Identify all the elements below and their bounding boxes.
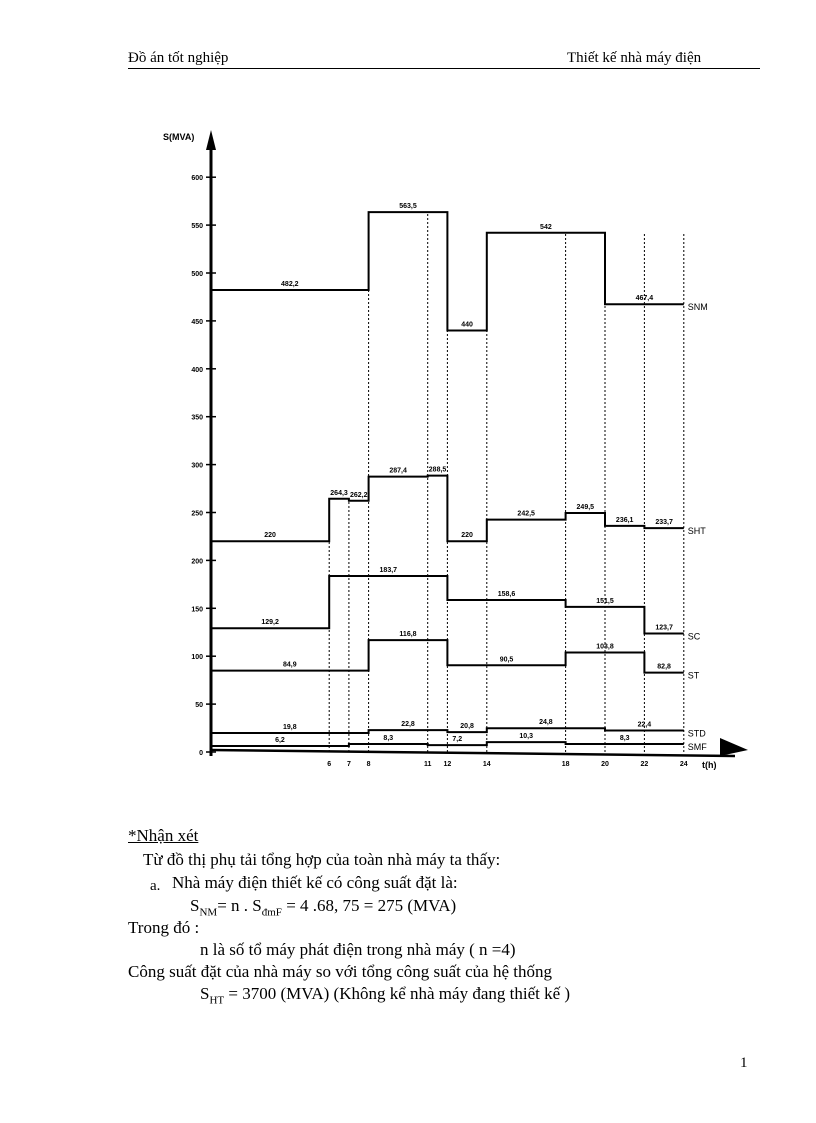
data-label: 264,3 — [330, 489, 348, 497]
y-tick-label: 550 — [191, 223, 203, 231]
data-label: 8,3 — [619, 735, 630, 743]
y-axis-arrow — [206, 130, 216, 150]
data-label: 220 — [461, 532, 473, 540]
header-left: Đồ án tốt nghiệp — [128, 50, 229, 66]
series-label: STD — [687, 728, 706, 739]
y-axis-label: S(MVA) — [163, 132, 195, 142]
y-tick-label: 150 — [191, 606, 203, 614]
data-label: 22,8 — [401, 721, 415, 729]
series-label: ST — [687, 670, 700, 681]
series-line-sht — [211, 476, 684, 542]
x-axis — [211, 750, 735, 756]
data-label: 233,7 — [655, 519, 673, 527]
series-label: SC — [687, 631, 701, 642]
data-label: 123,7 — [655, 624, 673, 632]
data-label: 158,6 — [497, 591, 516, 599]
trong-do: Trong đó : — [128, 918, 200, 937]
x-tick-label: 8 — [366, 761, 371, 768]
data-label: 183,7 — [379, 567, 398, 575]
data-label: 7,2 — [452, 736, 463, 744]
data-label: 82,8 — [657, 663, 671, 671]
data-label: 467,4 — [635, 295, 654, 303]
data-label: 8,3 — [383, 735, 394, 743]
data-label: 288,5 — [428, 466, 447, 474]
series-label: SNM — [687, 302, 708, 313]
data-label: 262,2 — [349, 491, 368, 499]
list-marker: a. — [150, 878, 161, 894]
series-line-std — [211, 728, 684, 733]
formula-snm: $S_{NM}= n$ . $S_{đmF} = 4$ .68, 75 = 275 (MVA) — [190, 896, 457, 919]
list-item: Nhà máy điện thiết kế có công suất đặt là: — [172, 873, 458, 892]
y-tick-label: 100 — [191, 654, 203, 662]
x-axis-label: t(h) — [702, 760, 717, 770]
y-tick-label: 50 — [195, 702, 203, 710]
series-label: SMF — [687, 742, 707, 753]
data-label: 249,5 — [576, 503, 595, 511]
y-tick-label: 300 — [191, 462, 203, 470]
x-tick-label: 20 — [601, 761, 609, 768]
x-tick-label: 14 — [482, 761, 491, 768]
data-label: 242,5 — [517, 510, 535, 518]
data-label: 542 — [540, 223, 552, 231]
data-label: 129,2 — [261, 619, 279, 627]
data-label: 19,8 — [282, 724, 297, 732]
data-label: 440 — [461, 321, 473, 329]
x-tick-label: 12 — [443, 761, 452, 768]
x-tick-label: 24 — [679, 761, 688, 768]
formula-sht: $S_{HT} = 3700$ (MVA) (Không kể nhà máy đang thiết kế ) — [200, 984, 571, 1007]
x-tick-label: 7 — [346, 761, 351, 768]
data-label: 151,5 — [596, 597, 614, 605]
data-label: 10,3 — [519, 733, 534, 741]
y-tick-label: 600 — [191, 175, 203, 183]
y-tick-label: 450 — [191, 318, 203, 326]
n-definition: n là số tổ máy phát điện trong nhà máy ( n =4) — [200, 940, 516, 959]
x-axis-arrow — [720, 738, 748, 756]
data-label: 287,4 — [389, 467, 407, 475]
data-label: 24,8 — [539, 719, 553, 727]
data-label: 84,9 — [282, 661, 297, 669]
data-label: 6,2 — [275, 737, 285, 745]
data-label: 482,2 — [281, 281, 299, 289]
y-tick-label: 400 — [191, 366, 203, 374]
series-line-snm — [211, 212, 684, 330]
series-label: SHT — [687, 526, 706, 537]
y-tick-label: 200 — [191, 558, 203, 566]
data-label: 116,8 — [399, 631, 417, 639]
page-number: 1 — [740, 1055, 748, 1071]
capacity-line: Công suất đặt của nhà máy so với tổng công suất của hệ thống — [128, 962, 552, 981]
data-label: 22,4 — [637, 721, 652, 729]
data-label: 103,8 — [596, 643, 614, 651]
y-tick-label: 500 — [191, 271, 203, 278]
paragraph: Từ đồ thị phụ tải tổng hợp của toàn nhà máy ta thấy: — [143, 850, 501, 869]
data-label: 220 — [264, 532, 276, 540]
y-tick-label: 0 — [199, 750, 203, 757]
data-label: 236,1 — [615, 516, 634, 524]
x-tick-label: 11 — [423, 761, 432, 768]
y-tick-label: 250 — [191, 510, 203, 518]
y-tick-label: 350 — [191, 414, 203, 422]
x-tick-label: 18 — [561, 761, 570, 768]
data-label: 563,5 — [399, 203, 417, 211]
x-tick-label: 22 — [640, 761, 649, 768]
data-label: 20,8 — [460, 723, 474, 731]
x-tick-label: 6 — [327, 761, 332, 768]
header-right: Thiết kế nhà máy điện — [567, 50, 702, 66]
heading: *Nhận xét — [128, 826, 199, 845]
data-label: 90,5 — [499, 656, 514, 664]
